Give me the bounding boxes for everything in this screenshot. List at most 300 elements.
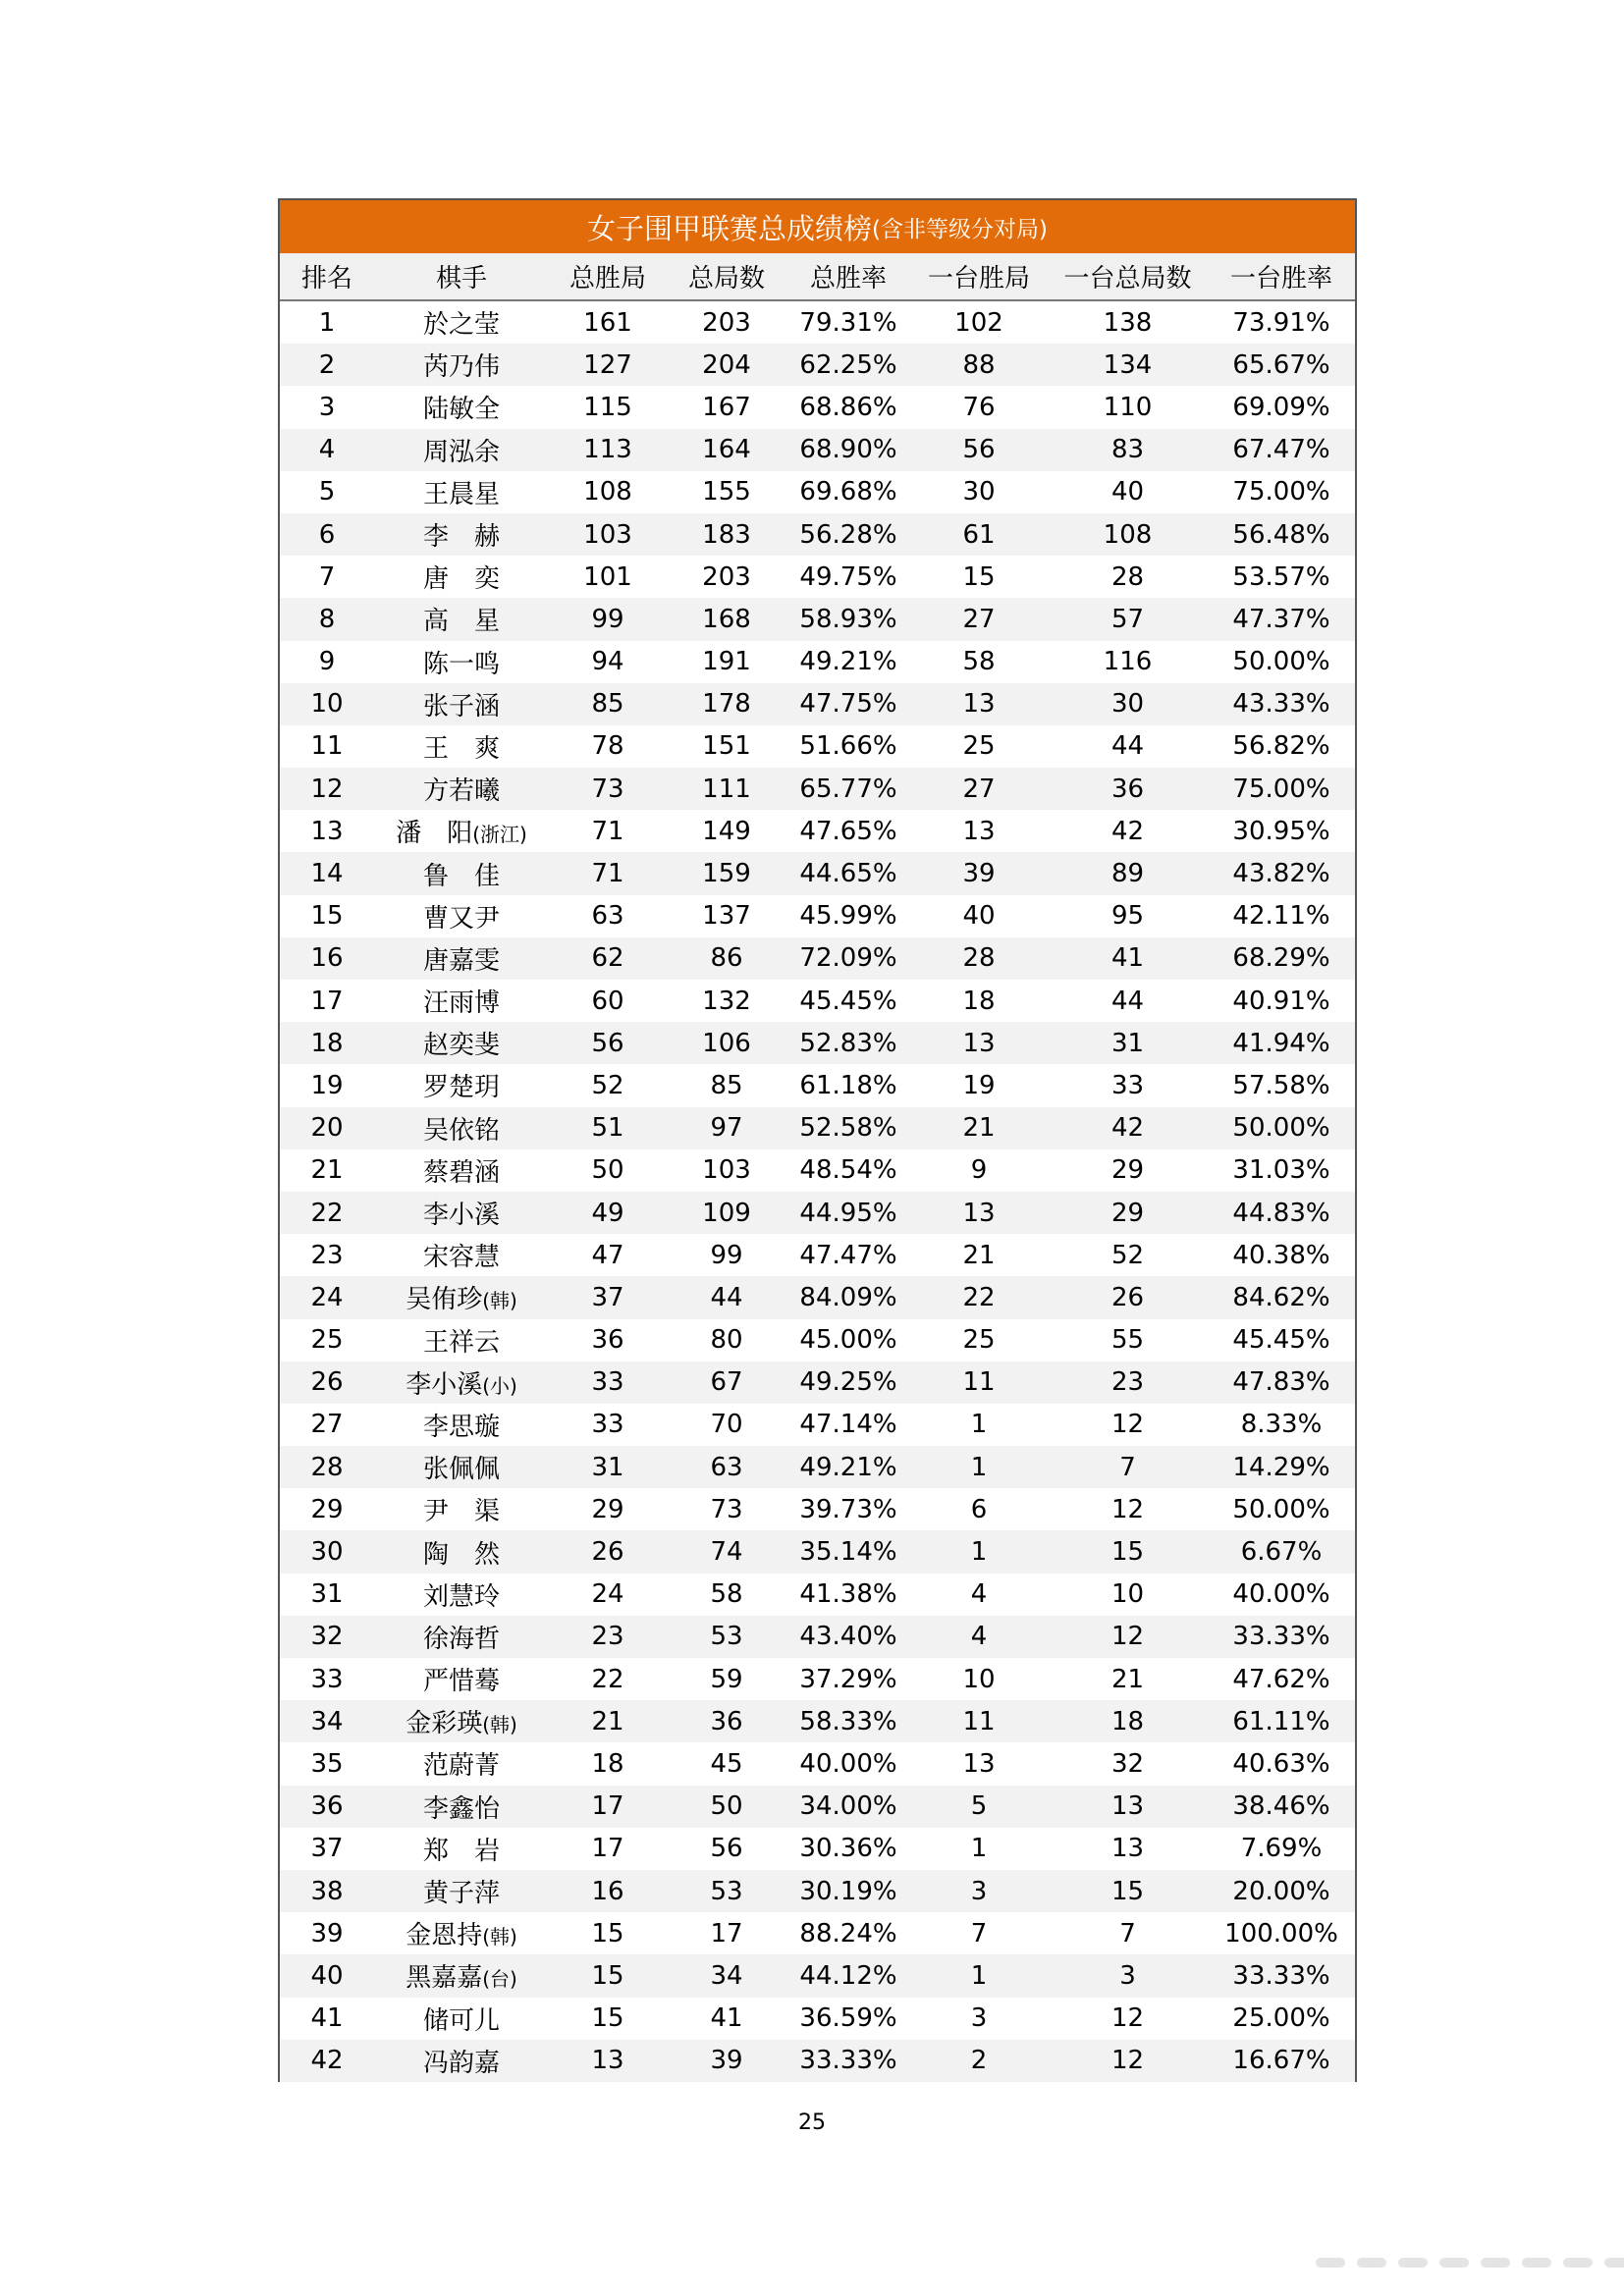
cell-player xyxy=(374,852,549,894)
table-row xyxy=(280,1700,1355,1742)
player-name: 曹又尹 xyxy=(422,903,500,934)
player-name: 李小溪 xyxy=(406,1369,483,1400)
cell-board1-wins: 21 xyxy=(962,1240,996,1270)
cell-board1-games: 12 xyxy=(1110,1494,1145,1524)
player-note: (韩) xyxy=(482,1925,517,1949)
cell-board1-win-rate: 75.00% xyxy=(1232,477,1330,507)
cell-win-rate: 36.59% xyxy=(799,2003,897,2034)
player-name: 黄子萍 xyxy=(422,1879,500,1909)
cell-total-games: 204 xyxy=(667,344,786,386)
cell-board1-win-rate: 30.95% xyxy=(1232,816,1330,846)
cell-rank: 7 xyxy=(318,561,336,592)
cell-board1-wins: 88 xyxy=(910,344,1048,386)
cell-total-games: 132 xyxy=(702,986,751,1016)
cell-player xyxy=(374,1446,549,1488)
cell-rank: 10 xyxy=(280,683,374,725)
cell-rank: 32 xyxy=(280,1616,374,1658)
cell-win-rate: 44.65% xyxy=(786,852,910,894)
player-name: 赵奕斐 xyxy=(422,1031,500,1061)
player-name: 罗楚玥 xyxy=(422,1073,500,1103)
cell-board1-wins: 61 xyxy=(910,513,1048,556)
cell-total-wins: 37 xyxy=(549,1276,667,1318)
dot xyxy=(1316,2258,1345,2268)
cell-board1-win-rate: 14.29% xyxy=(1208,1446,1355,1488)
cell-player xyxy=(374,429,549,471)
cell-win-rate: 52.58% xyxy=(786,1107,910,1149)
cell-board1-games: 3 xyxy=(1048,1954,1208,1997)
cell-total-wins: 103 xyxy=(549,513,667,556)
cell-total-games: 53 xyxy=(667,1616,786,1658)
cell-total-games: 67 xyxy=(667,1362,786,1404)
cell-total-games: 97 xyxy=(667,1107,786,1149)
cell-rank: 38 xyxy=(280,1870,374,1912)
cell-total-wins: 71 xyxy=(591,816,624,846)
player-name: 金彩瑛 xyxy=(406,1709,483,1739)
cell-board1-wins: 9 xyxy=(970,1155,988,1186)
table-row xyxy=(280,852,1355,894)
cell-board1-win-rate: 73.91% xyxy=(1232,307,1330,338)
cell-player xyxy=(374,1786,549,1828)
cell-board1-wins: 30 xyxy=(962,477,996,507)
cell-board1-games: 12 xyxy=(1110,2003,1145,2034)
table-row xyxy=(280,556,1355,598)
cell-board1-games: 12 xyxy=(1048,1616,1208,1658)
cell-player xyxy=(374,344,549,386)
table-row xyxy=(280,768,1355,810)
cell-board1-win-rate: 6.67% xyxy=(1208,1530,1355,1573)
cell-win-rate: 34.00% xyxy=(786,1786,910,1828)
cell-win-rate: 47.75% xyxy=(786,683,910,725)
cell-rank: 21 xyxy=(310,1155,344,1186)
cell-board1-wins: 1 xyxy=(910,1446,1048,1488)
dot xyxy=(1439,2258,1469,2268)
player-name: 鲁 佳 xyxy=(422,861,500,891)
cell-board1-win-rate: 50.00% xyxy=(1232,1494,1330,1524)
cell-win-rate: 88.24% xyxy=(799,1918,897,1949)
table-row xyxy=(280,1149,1355,1192)
header-row xyxy=(280,253,1355,300)
cell-rank: 13 xyxy=(310,816,344,846)
player-name: 刘慧玲 xyxy=(422,1581,500,1612)
cell-board1-win-rate: 7.69% xyxy=(1240,1834,1323,1864)
header-board1-wins: 一台胜局 xyxy=(910,253,1048,300)
cell-total-wins: 51 xyxy=(549,1107,667,1149)
cell-board1-games: 15 xyxy=(1048,1870,1208,1912)
cell-board1-win-rate: 57.58% xyxy=(1232,1070,1330,1100)
cell-rank: 12 xyxy=(280,768,374,810)
cell-board1-win-rate: 40.00% xyxy=(1232,1579,1330,1610)
table-row xyxy=(280,1446,1355,1488)
player-name: 汪雨博 xyxy=(422,988,500,1019)
cell-total-wins: 62 xyxy=(549,937,667,980)
cell-board1-games: 32 xyxy=(1110,1748,1145,1779)
cell-total-wins: 15 xyxy=(591,2003,624,2034)
cell-board1-games: 7 xyxy=(1119,1918,1136,1949)
cell-board1-games: 44 xyxy=(1110,731,1145,762)
cell-win-rate: 68.90% xyxy=(786,429,910,471)
cell-player xyxy=(374,683,549,725)
cell-board1-win-rate: 61.11% xyxy=(1208,1700,1355,1742)
cell-total-games: 183 xyxy=(667,513,786,556)
cell-total-games: 44 xyxy=(667,1276,786,1318)
cell-board1-games: 23 xyxy=(1048,1362,1208,1404)
cell-total-wins: 15 xyxy=(591,1918,624,1949)
cell-board1-wins: 58 xyxy=(962,647,996,677)
cell-board1-win-rate: 33.33% xyxy=(1208,1954,1355,1997)
player-name: 於之莹 xyxy=(422,310,500,341)
cell-board1-games: 108 xyxy=(1048,513,1208,556)
cell-win-rate: 37.29% xyxy=(799,1664,897,1694)
table-row xyxy=(280,1828,1355,1870)
cell-rank: 15 xyxy=(310,901,344,932)
cell-board1-games: 40 xyxy=(1110,477,1145,507)
cell-total-games: 50 xyxy=(667,1786,786,1828)
cell-total-wins: 17 xyxy=(549,1786,667,1828)
cell-board1-win-rate: 38.46% xyxy=(1208,1786,1355,1828)
cell-board1-games: 12 xyxy=(1110,1410,1145,1440)
page-number: 25 xyxy=(798,2110,826,2135)
table-row xyxy=(280,1912,1355,1954)
cell-total-games: 178 xyxy=(667,683,786,725)
cell-win-rate: 30.36% xyxy=(799,1834,897,1864)
cell-win-rate: 84.09% xyxy=(786,1276,910,1318)
cell-player xyxy=(374,556,549,598)
cell-total-games: 59 xyxy=(710,1664,743,1694)
cell-total-games: 56 xyxy=(710,1834,743,1864)
cell-board1-wins: 102 xyxy=(954,307,1003,338)
cell-board1-games: 138 xyxy=(1103,307,1153,338)
player-name: 唐 奕 xyxy=(422,564,500,595)
cell-board1-games: 13 xyxy=(1048,1786,1208,1828)
cell-win-rate: 61.18% xyxy=(799,1070,897,1100)
player-name: 宋容慧 xyxy=(422,1243,500,1273)
cell-board1-win-rate: 43.33% xyxy=(1208,683,1355,725)
cell-board1-wins: 3 xyxy=(970,2003,988,2034)
cell-board1-games: 10 xyxy=(1110,1579,1145,1610)
cell-player xyxy=(374,598,549,640)
cell-board1-win-rate: 44.83% xyxy=(1208,1192,1355,1234)
cell-total-games: 159 xyxy=(667,852,786,894)
player-name: 徐海哲 xyxy=(422,1624,500,1654)
dot xyxy=(1398,2258,1428,2268)
player-name: 王祥云 xyxy=(422,1327,500,1358)
cell-board1-wins: 27 xyxy=(910,598,1048,640)
cell-total-wins: 47 xyxy=(591,1240,624,1270)
table-row xyxy=(280,1574,1355,1616)
table-row xyxy=(280,937,1355,980)
cell-rank: 4 xyxy=(280,429,374,471)
cell-rank: 35 xyxy=(310,1748,344,1779)
cell-rank: 18 xyxy=(280,1022,374,1064)
player-name: 王晨星 xyxy=(422,479,500,509)
cell-player xyxy=(374,980,549,1022)
player-name: 陈一鸣 xyxy=(422,649,500,679)
cell-rank: 24 xyxy=(280,1276,374,1318)
cell-player xyxy=(374,725,549,768)
cell-win-rate: 41.38% xyxy=(799,1579,897,1610)
cell-board1-wins: 56 xyxy=(910,429,1048,471)
cell-win-rate: 44.12% xyxy=(786,1954,910,1997)
cell-board1-wins: 1 xyxy=(970,1410,988,1440)
player-name: 陆敏全 xyxy=(422,395,500,425)
cell-total-games: 36 xyxy=(667,1700,786,1742)
cell-player xyxy=(374,1107,549,1149)
player-name: 范蔚菁 xyxy=(422,1751,500,1782)
cell-rank: 36 xyxy=(280,1786,374,1828)
cell-total-wins: 71 xyxy=(549,852,667,894)
cell-player xyxy=(374,1870,549,1912)
table-row xyxy=(280,1022,1355,1064)
table-row xyxy=(280,1870,1355,1912)
cell-rank: 14 xyxy=(280,852,374,894)
table-row xyxy=(280,598,1355,640)
cell-total-wins: 94 xyxy=(591,647,624,677)
cell-rank: 8 xyxy=(280,598,374,640)
cell-win-rate: 30.19% xyxy=(786,1870,910,1912)
table-body xyxy=(280,300,1355,2082)
cell-board1-wins: 13 xyxy=(910,683,1048,725)
cell-player xyxy=(374,895,549,937)
cell-board1-wins: 1 xyxy=(910,1530,1048,1573)
table-title: 女子围甲联赛总成绩榜 xyxy=(587,211,873,245)
cell-board1-win-rate: 40.63% xyxy=(1232,1748,1330,1779)
cell-board1-games: 28 xyxy=(1110,561,1145,592)
table-row xyxy=(280,1276,1355,1318)
cell-board1-win-rate: 56.82% xyxy=(1232,731,1330,762)
cell-board1-wins: 10 xyxy=(962,1664,996,1694)
cell-board1-wins: 2 xyxy=(910,2040,1048,2082)
cell-board1-win-rate: 50.00% xyxy=(1208,1107,1355,1149)
table-row xyxy=(280,1616,1355,1658)
cell-board1-win-rate: 53.57% xyxy=(1232,561,1330,592)
cell-board1-games: 18 xyxy=(1048,1700,1208,1742)
cell-player xyxy=(374,1658,549,1700)
cell-total-games: 73 xyxy=(710,1494,743,1524)
cell-rank: 23 xyxy=(310,1240,344,1270)
cell-rank: 11 xyxy=(310,731,344,762)
cell-board1-win-rate: 47.83% xyxy=(1208,1362,1355,1404)
cell-total-wins: 101 xyxy=(583,561,632,592)
cell-board1-wins: 4 xyxy=(970,1579,988,1610)
cell-total-games: 17 xyxy=(710,1918,743,1949)
cell-player xyxy=(374,1912,549,1954)
cell-rank: 16 xyxy=(280,937,374,980)
player-name: 芮乃伟 xyxy=(422,352,500,383)
cell-total-wins: 50 xyxy=(591,1155,624,1186)
cell-rank: 17 xyxy=(310,986,344,1016)
cell-total-games: 86 xyxy=(667,937,786,980)
table-title-bar xyxy=(280,198,1355,253)
cell-win-rate: 51.66% xyxy=(799,731,897,762)
cell-board1-wins: 18 xyxy=(962,986,996,1016)
cell-total-games: 34 xyxy=(667,1954,786,1997)
cell-player xyxy=(374,1998,549,2040)
cell-board1-games: 89 xyxy=(1048,852,1208,894)
cell-board1-wins: 7 xyxy=(970,1918,988,1949)
player-name: 吴侑珍 xyxy=(406,1285,483,1315)
cell-board1-games: 33 xyxy=(1110,1070,1145,1100)
cell-board1-win-rate: 45.45% xyxy=(1232,1325,1330,1356)
cell-total-games: 41 xyxy=(710,2003,743,2034)
cell-board1-games: 21 xyxy=(1110,1664,1145,1694)
dot xyxy=(1357,2258,1386,2268)
cell-board1-wins: 11 xyxy=(910,1700,1048,1742)
player-name: 金恩持 xyxy=(406,1921,483,1951)
cell-total-games: 151 xyxy=(702,731,751,762)
cell-board1-win-rate: 50.00% xyxy=(1232,647,1330,677)
cell-player xyxy=(374,1192,549,1234)
player-name: 王 爽 xyxy=(422,733,500,764)
table-row xyxy=(280,1786,1355,1828)
cell-total-games: 167 xyxy=(702,392,751,422)
standings-table-container xyxy=(278,198,1357,2082)
cell-win-rate: 49.21% xyxy=(786,1446,910,1488)
cell-rank: 3 xyxy=(318,392,336,422)
cell-board1-games: 30 xyxy=(1048,683,1208,725)
player-name: 黑嘉嘉 xyxy=(406,1963,483,1994)
cell-board1-win-rate: 56.48% xyxy=(1208,513,1355,556)
cell-total-wins: 73 xyxy=(549,768,667,810)
cell-board1-win-rate: 33.33% xyxy=(1208,1616,1355,1658)
table-row xyxy=(280,300,1355,344)
cell-total-games: 63 xyxy=(667,1446,786,1488)
cell-total-games: 80 xyxy=(710,1325,743,1356)
cell-win-rate: 44.95% xyxy=(786,1192,910,1234)
cell-total-wins: 52 xyxy=(591,1070,624,1100)
cell-player xyxy=(374,1574,549,1616)
dot xyxy=(1522,2258,1551,2268)
cell-player xyxy=(374,641,549,683)
cell-rank: 20 xyxy=(280,1107,374,1149)
player-name: 唐嘉雯 xyxy=(422,945,500,976)
cell-player xyxy=(374,1149,549,1192)
cell-board1-win-rate: 16.67% xyxy=(1208,2040,1355,2082)
player-name: 李鑫怡 xyxy=(422,1793,500,1824)
dot xyxy=(1563,2258,1593,2268)
cell-win-rate: 40.00% xyxy=(799,1748,897,1779)
table-row xyxy=(280,980,1355,1022)
player-name: 周泓余 xyxy=(422,437,500,467)
cell-board1-wins: 13 xyxy=(962,1748,996,1779)
cell-total-wins: 56 xyxy=(549,1022,667,1064)
player-name: 冯韵嘉 xyxy=(422,2048,500,2078)
player-name: 高 星 xyxy=(422,607,500,637)
cell-total-games: 137 xyxy=(702,901,751,932)
cell-rank: 37 xyxy=(310,1834,344,1864)
cell-win-rate: 35.14% xyxy=(786,1530,910,1573)
table-row xyxy=(280,1192,1355,1234)
dot xyxy=(1604,2258,1624,2268)
cell-board1-games: 41 xyxy=(1048,937,1208,980)
cell-total-wins: 78 xyxy=(591,731,624,762)
cell-rank: 39 xyxy=(310,1918,344,1949)
player-name: 陶 然 xyxy=(422,1539,500,1570)
player-name: 李小溪 xyxy=(422,1201,500,1231)
cell-board1-games: 57 xyxy=(1048,598,1208,640)
cell-board1-games: 52 xyxy=(1110,1240,1145,1270)
table-row xyxy=(280,344,1355,386)
player-note: (韩) xyxy=(482,1289,517,1313)
cell-total-wins: 26 xyxy=(549,1530,667,1573)
table-row xyxy=(280,429,1355,471)
player-name: 潘 阳 xyxy=(396,819,473,849)
cell-total-wins: 33 xyxy=(591,1410,624,1440)
cell-board1-wins: 3 xyxy=(910,1870,1048,1912)
cell-rank: 26 xyxy=(280,1362,374,1404)
cell-win-rate: 49.21% xyxy=(799,647,897,677)
cell-player xyxy=(374,937,549,980)
cell-player xyxy=(374,300,549,344)
player-note: (小) xyxy=(482,1373,517,1398)
header-total-games: 总局数 xyxy=(667,253,786,300)
cell-player xyxy=(374,768,549,810)
cell-win-rate: 52.83% xyxy=(786,1022,910,1064)
cell-board1-games: 42 xyxy=(1110,816,1145,846)
cell-player xyxy=(374,1064,549,1106)
cell-board1-wins: 40 xyxy=(962,901,996,932)
cell-board1-win-rate: 41.94% xyxy=(1208,1022,1355,1064)
cell-rank: 6 xyxy=(280,513,374,556)
cell-rank: 19 xyxy=(310,1070,344,1100)
table-title-note: (含非等级分对局) xyxy=(872,216,1048,242)
cell-board1-win-rate: 67.47% xyxy=(1208,429,1355,471)
cell-board1-win-rate: 84.62% xyxy=(1208,1276,1355,1318)
header-board1-win-rate: 一台胜率 xyxy=(1208,253,1355,300)
cell-rank: 29 xyxy=(310,1494,344,1524)
table-row xyxy=(280,895,1355,937)
table-row xyxy=(280,1954,1355,1997)
cell-total-wins: 113 xyxy=(549,429,667,471)
cell-board1-games: 13 xyxy=(1110,1834,1145,1864)
cell-board1-games: 116 xyxy=(1103,647,1153,677)
cell-player xyxy=(374,1700,549,1742)
cell-rank: 28 xyxy=(280,1446,374,1488)
player-note: (韩) xyxy=(482,1713,517,1737)
cell-board1-games: 110 xyxy=(1103,392,1153,422)
player-name: 吴依铭 xyxy=(422,1115,500,1146)
cell-board1-games: 55 xyxy=(1110,1325,1145,1356)
cell-total-wins: 115 xyxy=(583,392,632,422)
cell-total-games: 70 xyxy=(710,1410,743,1440)
cell-board1-games: 26 xyxy=(1048,1276,1208,1318)
cell-total-wins: 60 xyxy=(591,986,624,1016)
cell-total-games: 103 xyxy=(702,1155,751,1186)
cell-board1-wins: 13 xyxy=(910,1192,1048,1234)
cell-board1-win-rate: 69.09% xyxy=(1232,392,1330,422)
player-name: 尹 渠 xyxy=(422,1497,500,1527)
cell-board1-wins: 27 xyxy=(910,768,1048,810)
header-win-rate: 总胜率 xyxy=(786,253,910,300)
header-rank: 排名 xyxy=(280,253,374,300)
table-row xyxy=(280,1742,1355,1785)
player-note: (台) xyxy=(482,1967,517,1992)
cell-total-wins: 127 xyxy=(549,344,667,386)
cell-total-wins: 22 xyxy=(591,1664,624,1694)
table-row xyxy=(280,1319,1355,1362)
header-total-wins: 总胜局 xyxy=(549,253,667,300)
cell-player xyxy=(374,1276,549,1318)
cell-rank: 42 xyxy=(280,2040,374,2082)
cell-total-games: 203 xyxy=(702,561,751,592)
cell-board1-wins: 13 xyxy=(962,816,996,846)
cell-total-wins: 99 xyxy=(549,598,667,640)
table-row xyxy=(280,1234,1355,1276)
table-row xyxy=(280,1530,1355,1573)
cell-board1-win-rate: 100.00% xyxy=(1224,1918,1338,1949)
cell-board1-games: 29 xyxy=(1110,1155,1145,1186)
watermark-dots xyxy=(1316,2258,1624,2268)
table-row xyxy=(280,1658,1355,1700)
